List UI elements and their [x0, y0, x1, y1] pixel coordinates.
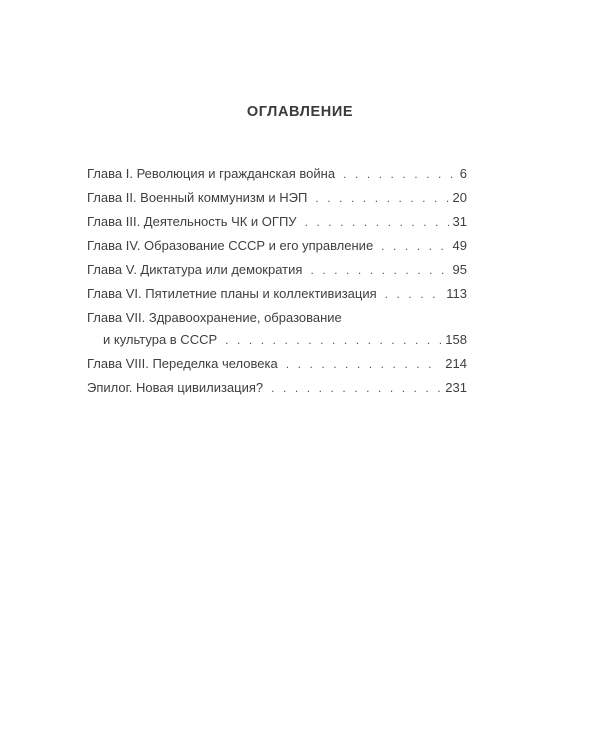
toc-entry: [87, 284, 467, 304]
toc-entry: [87, 236, 467, 256]
page-title: ОГЛАВЛЕНИЕ: [246, 104, 354, 120]
toc-line-continuation: [87, 330, 467, 350]
toc-page-number: 6: [459, 166, 467, 181]
toc-line: [87, 308, 467, 328]
toc-dot-leader: [225, 330, 441, 350]
toc-entry: [87, 378, 467, 398]
toc-entry-title: Глава VI. Пятилетние планы и коллективизация: [87, 286, 377, 301]
toc-line: [87, 236, 467, 256]
toc-dot-leader: [305, 212, 449, 232]
toc-dot-leader: [286, 354, 442, 374]
toc-page-number: 95: [452, 262, 467, 277]
toc-dot-leader: [310, 260, 448, 280]
toc-line: [87, 284, 467, 304]
toc-entry-title: Глава V. Диктатура или демократия: [87, 262, 303, 277]
toc-dot-leader: [381, 236, 448, 256]
toc-page-number: 158: [445, 332, 467, 347]
toc-page-number: 231: [445, 380, 467, 395]
toc-page-number: 49: [452, 238, 467, 253]
toc-page-number: 113: [446, 286, 467, 301]
toc-entry-title: Эпилог. Новая цивилизация?: [87, 380, 264, 395]
toc-line: [87, 354, 467, 374]
toc-entry: [87, 212, 467, 232]
toc-entry: [87, 354, 467, 374]
toc-line: [87, 260, 467, 280]
toc-entry: [87, 188, 467, 208]
toc-page-number: 20: [452, 190, 467, 205]
toc-entry: [87, 164, 467, 184]
toc-entry-title: Глава VIII. Переделка человека: [87, 356, 278, 371]
toc-entry-title: Глава IV. Образование СССР и его управление: [87, 238, 374, 253]
toc-entry-title: Глава III. Деятельность ЧК и ОГПУ: [87, 214, 297, 229]
toc-dot-leader: [343, 164, 456, 184]
toc-entry-title: Глава VII. Здравоохранение, образование: [87, 310, 342, 325]
toc-line: [87, 164, 467, 184]
toc-entry-title: Глава II. Военный коммунизм и НЭП: [87, 190, 308, 205]
toc-entry: [87, 308, 467, 350]
toc-dot-leader: [315, 188, 448, 208]
toc-entry: [87, 260, 467, 280]
toc-page-number: 214: [445, 356, 467, 371]
toc-line: [87, 378, 467, 398]
toc-page-number: 31: [452, 214, 467, 229]
toc-dot-leader: [385, 284, 443, 304]
toc-entry-title-continuation: и культура в СССР: [103, 332, 218, 347]
table-of-contents: [87, 164, 467, 402]
toc-entry-title: Глава I. Революция и гражданская война: [87, 166, 336, 181]
toc-dot-leader: [271, 378, 441, 398]
toc-line: [87, 212, 467, 232]
toc-line: [87, 188, 467, 208]
